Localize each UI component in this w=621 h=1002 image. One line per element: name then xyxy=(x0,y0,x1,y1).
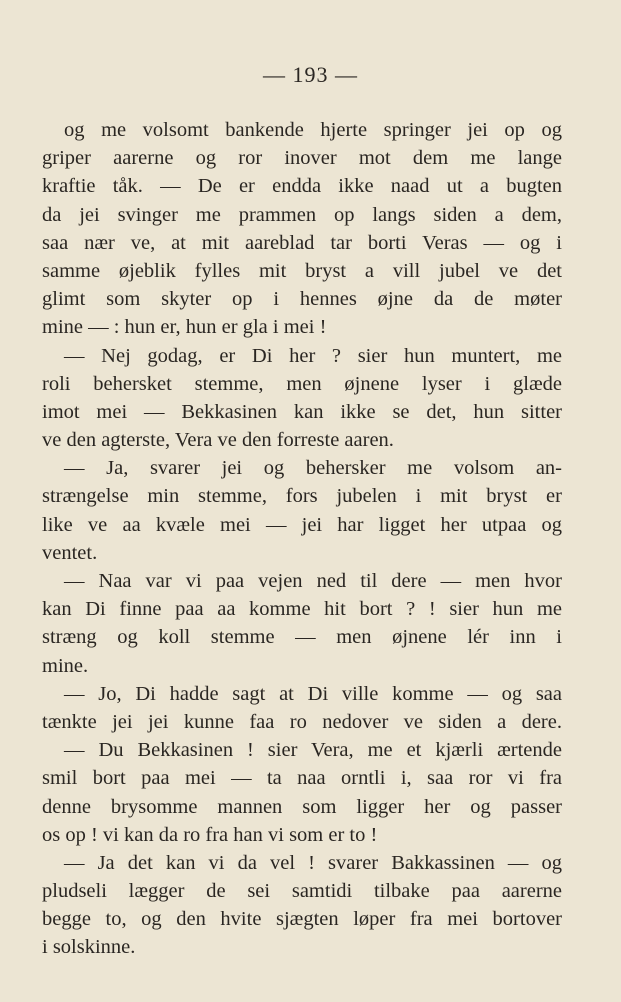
text-line: da jei svinger me prammen op langs siden a dem, xyxy=(42,203,562,226)
text-line: saa nær ve, at mit aareblad tar borti Veras — og i xyxy=(42,231,562,254)
text-line: — Ja det kan vi da vel ! svarer Bakkassinen — og xyxy=(64,851,562,874)
text-line: kraftie tåk. — De er endda ikke naad ut a bugten xyxy=(42,175,562,198)
text-line: imot mei — Bekkasinen kan ikke se det, hun sitter xyxy=(42,400,562,423)
text-line: strængelse min stemme, fors jubelen i mit bryst er xyxy=(42,485,562,508)
text-line: pludseli lægger de sei samtidi tilbake paa aarerne xyxy=(42,880,562,903)
text-line: stræng og koll stemme — men øjnene lér inn i xyxy=(42,626,562,649)
text-line: smil bort paa mei — ta naa orntli i, saa ror vi fra xyxy=(42,767,562,790)
text-line: — Ja, svarer jei og behersker me volsom an- xyxy=(64,457,562,480)
text-line: os op ! vi kan da ro fra han vi som er to ! xyxy=(42,823,378,846)
text-line: griper aarerne og ror inover mot dem me lange xyxy=(42,147,562,170)
text-line: i solskinne. xyxy=(42,936,136,959)
text-line: samme øjeblik fylles mit bryst a vill jubel ve det xyxy=(42,259,562,282)
text-line: mine. xyxy=(42,654,89,677)
text-line: denne brysomme mannen som ligger her og passer xyxy=(42,795,562,818)
text-line: begge to, og den hvite sjægten løper fra mei bortover xyxy=(42,908,562,931)
text-line: ventet. xyxy=(42,541,98,564)
text-line: — Du Bekkasinen ! sier Vera, me et kjærli ærtende xyxy=(64,739,562,762)
text-line: glimt som skyter op i hennes øjne da de møter xyxy=(42,288,562,311)
page-number: — 193 — xyxy=(263,62,358,87)
text-line: like ve aa kvæle mei — jei har ligget her utpaa og xyxy=(42,513,562,536)
text-line: roli behersket stemme, men øjnene lyser i glæde xyxy=(42,372,562,395)
text-line: — Naa var vi paa vejen ned til dere — men hvor xyxy=(64,570,562,592)
text-line: tænkte jei jei kunne faa ro nedover ve siden a dere. xyxy=(42,710,562,733)
text-line: — Jo, Di hadde sagt at Di ville komme — og saa xyxy=(64,682,562,705)
text-line: og me volsomt bankende hjerte springer jei op og xyxy=(64,119,562,141)
text-line: — Nej godag, er Di her ? sier hun muntert, me xyxy=(64,344,562,367)
text-line: kan Di finne paa aa komme hit bort ? ! sier hun me xyxy=(42,598,562,621)
text-line: ve den agterste, Vera ve den forreste aaren. xyxy=(42,429,394,452)
text-line: mine — : hun er, hun er gla i mei ! xyxy=(42,316,327,339)
body-text xyxy=(42,116,562,962)
